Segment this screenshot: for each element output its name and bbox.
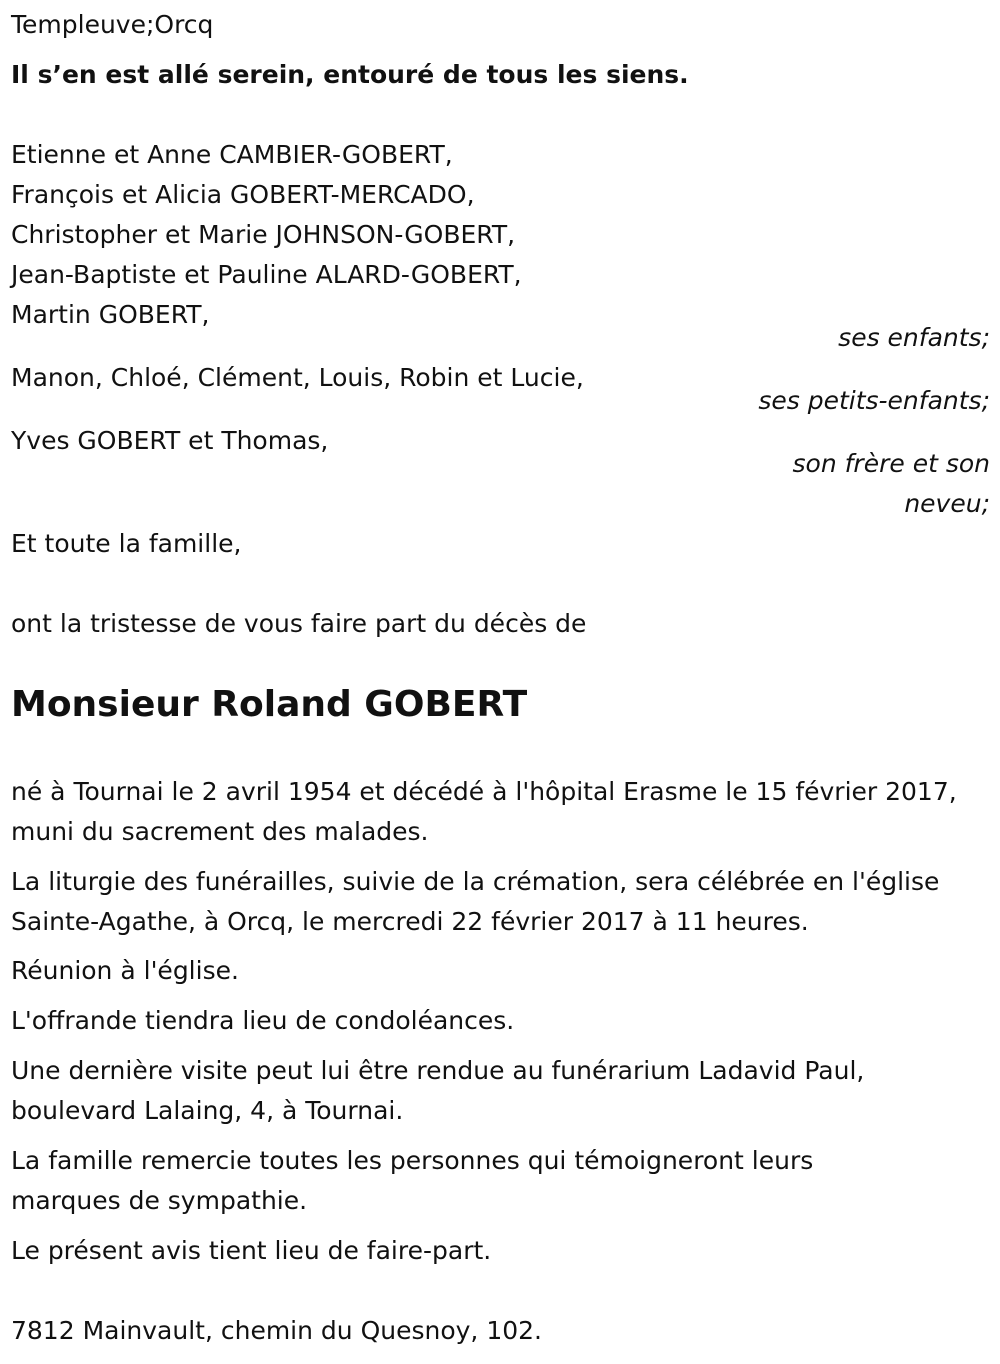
thanks-line-2: marques de sympathie. (11, 1186, 308, 1215)
child-line-4: Jean-Baptiste et Pauline ALARD-GOBERT, (11, 260, 522, 289)
offering-text: L'offrande tiendra lieu de condoléances. (11, 1006, 515, 1035)
child-line-3: Christopher et Marie JOHNSON-GOBERT, (11, 220, 516, 249)
siblings-text: Yves GOBERT et Thomas, (11, 426, 329, 455)
meeting-text: Réunion à l'église. (11, 956, 239, 985)
birth-death-line-2: muni du sacrement des malades. (11, 817, 429, 846)
announcement-text: ont la tristesse de vous faire part du décès de (11, 609, 587, 638)
siblings-role-label-1: son frère et son (792, 449, 990, 478)
thanks-line-1: La famille remercie toutes les personnes qui témoigneront leurs (11, 1146, 814, 1175)
notice-text: Le présent avis tient lieu de faire-part. (11, 1236, 492, 1265)
liturgy-line-1: La liturgie des funérailles, suivie de la crémation, sera célébrée en l'église (11, 867, 940, 896)
child-line-2: François et Alicia GOBERT-MERCADO, (11, 180, 475, 209)
children-role-label: ses enfants; (838, 323, 990, 352)
visit-line-1: Une dernière visite peut lui être rendue au funérarium Ladavid Paul, (11, 1056, 865, 1085)
visit-line-2: boulevard Lalaing, 4, à Tournai. (11, 1096, 404, 1125)
siblings-role-label-2: neveu; (904, 489, 990, 518)
address-text: 7812 Mainvault, chemin du Quesnoy, 102. (11, 1316, 542, 1345)
deceased-name-heading: Monsieur Roland GOBERT (11, 684, 528, 725)
child-line-1: Etienne et Anne CAMBIER-GOBERT, (11, 140, 453, 169)
grandchildren-role-label: ses petits-enfants; (758, 386, 990, 415)
location-text: Templeuve;Orcq (11, 10, 214, 39)
tagline-text: Il s’en est allé serein, entouré de tous les siens. (11, 60, 689, 89)
grandchildren-text: Manon, Chloé, Clément, Louis, Robin et Lucie, (11, 363, 584, 392)
family-rest-text: Et toute la famille, (11, 529, 242, 558)
child-line-5: Martin GOBERT, (11, 300, 210, 329)
liturgy-line-2: Sainte-Agathe, à Orcq, le mercredi 22 février 2017 à 11 heures. (11, 907, 809, 936)
birth-death-line-1: né à Tournai le 2 avril 1954 et décédé à l'hôpital Erasme le 15 février 2017, (11, 777, 957, 806)
